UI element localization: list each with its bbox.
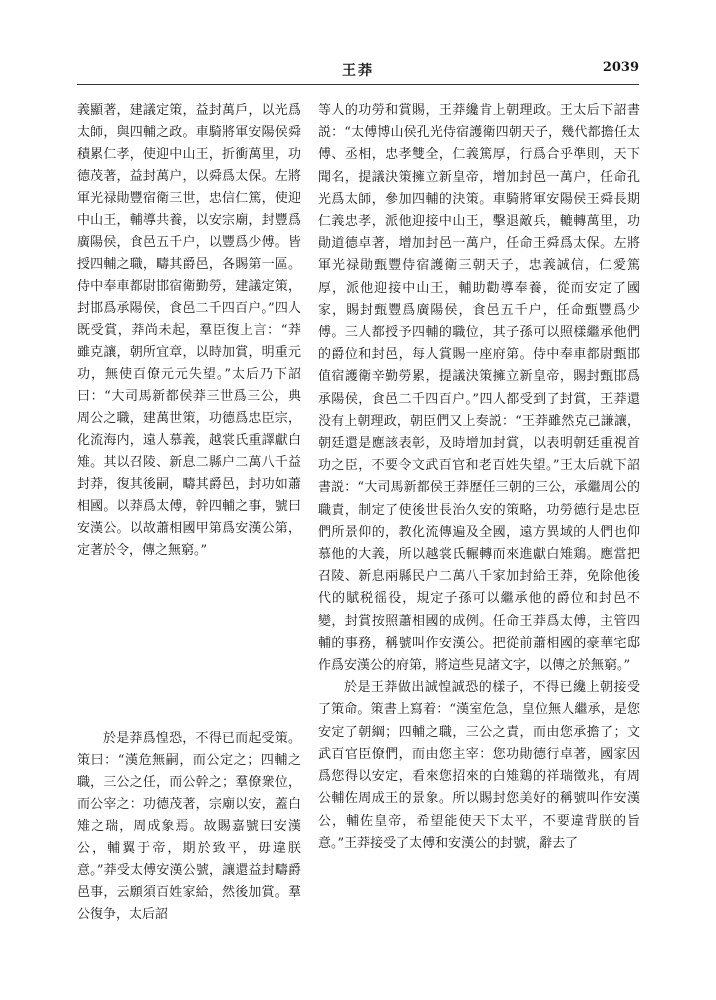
classical-text-paragraph: 於是莽爲惶恐，不得已而起受策。策曰：“漢危無嗣，而公定之；四輔之職，三公之任，而公幹之；羣僚衆位，而公宰之：功德茂著，宗廟以安，蓋白雉之瑞，周成象焉。故賜嘉號曰安漢公，輔翼于帝，期於致平，毋違朕意。”莽受太傅安漢公號，讓還益封疇爵邑事，云願須百姓家給，然後加賞。羣公復争，太后詔 xyxy=(77,731,301,922)
translation-column xyxy=(318,100,640,855)
translation-paragraph: 等人的功勞和賞賜，王莽纔肯上朝理政。王太后下詔書説：“太傅博山侯孔光侍宿護衛四朝天子，幾代都擔任太傅、丞相，忠孝雙全，仁義篤厚，行爲合乎準則，天下聞名，提議決策擁立新皇帝，增加封邑一萬户，任命孔光爲太師，參加四輔的決策。車騎將軍安陽侯王舜長期仁義忠孝，派他迎接中山王，擊退敵兵，轆轉萬里，功勛道德卓著，增加封邑一萬户，任命王舜爲太保。左將軍光禄勛甄豐侍宿護衛三朝天子，忠義誠信，仁愛篤厚，派他迎接中山王，輔助勸導奉養，從而安定了國家，賜封甄豐爲廣陽侯，食邑五千户，任命甄豐爲少傅。三人都授予四輔的職位，其子孫可以照樣繼承他們的爵位和封邑，每人賞賜一座府第。侍中奉車都尉甄邯值宿護衛辛勤勞累，提議決策擁立新皇帝，賜封甄邯爲承陽侯，食邑二千四百户。”四人都受到了封賞，王莽還没有上朝理政，朝臣們又上奏説：“王莽雖然克己謙讓，朝廷還是應該表彰，及時增加封賞，以表明朝廷重視首功之臣，不要令文武百官和老百姓失望。”王太后就下詔書説：“大司馬新都侯王莽歷任三朝的三公，承繼周公的職責，制定了使後世長治久安的策略，功勞德行是忠臣們所景仰的，教化流傳遍及全國，遠方異域的人們也仰慕他的大義，所以越裳氏輾轉而來進獻白雉鶏。應當把召陵、新息兩縣民户二萬八千家加封給王莽，免除他後代的賦税徭役，規定子孫可以繼承他的爵位和封邑不變，封賞按照蕭相國的成例。任命王莽爲太傅，主管四輔的事務，稱號叫作安漢公。把從前蕭相國的豪華宅邸作爲安漢公的府第，將這些見諸文字，以傳之於無窮。” xyxy=(318,103,640,674)
classical-text-paragraph: 義顯著，建議定策，益封萬戶，以光爲太師，與四輔之政。車騎將軍安陽侯舜積累仁孝，使迎中山王，折衝萬里，功德茂著，益封萬户，以舜爲太保。左將軍光禄勛豐宿衛三世，忠信仁篤，使迎中山王，輔導共養，以安宗廟，封豐爲廣陽侯，食邑五千户，以豐爲少傅。皆授四輔之職，疇其爵邑，各賜第一區。侍中奉車都尉邯宿衛勤勞，建議定策，封邯爲承陽侯，食邑二千四百户。”四人既受賞，莽尚未起，羣臣復上言：“莽雖克讓，朝所宜章，以時加賞，明重元功，無使百僚元元失望。”太后乃下詔曰：“大司馬新都侯莽三世爲三公，典周公之職，建萬世策，功德爲忠臣宗，化流海内，遠人慕義，越裳氏重譯獻白雉。其以召陵、新息二縣户二萬八千益封莽，復其後嗣，疇其爵邑，封功如蕭相國。以莽爲太傅，幹四輔之事，號曰安漢公。以故蕭相國甲第爲安漢公第，定著於令，傳之無窮。” xyxy=(77,103,301,558)
header-rule xyxy=(77,84,639,85)
running-title: 王莽 xyxy=(342,63,374,79)
classical-text-column xyxy=(77,100,301,562)
page-number: 2039 xyxy=(602,60,639,75)
classical-text-column-lower xyxy=(77,728,301,926)
translation-paragraph: 於是王莽做出誠惶誠恐的樣子，不得已纔上朝接受了策命。策書上寫着：“漢室危急，皇位無人繼承，是您安定了朝綱；四輔之職，三公之責，而由您承擔了；文武百官臣僚們，而由您主宰：您功勛德行卓著，國家因爲您得以安定，看來您招來的白雉鶏的祥瑞徵兆，有周公輔佐周成王的景象。所以賜封您美好的稱號叫作安漢公，輔佐皇帝，希望能使天下太平，不要違背朕的旨意。”王莽接受了太傅和安漢公的封號，辭去了 xyxy=(318,680,640,851)
